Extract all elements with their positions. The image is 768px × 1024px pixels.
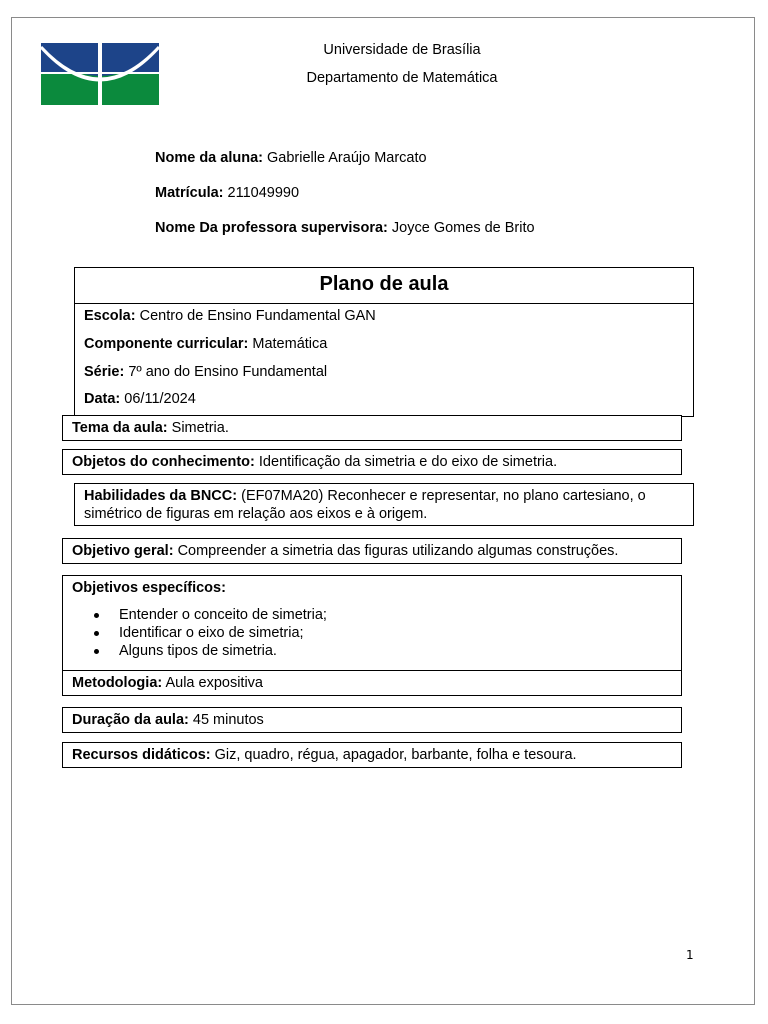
bullet-icon (94, 613, 99, 618)
university-name: Universidade de Brasília (323, 42, 481, 58)
duration-label: Duração da aula: (72, 712, 189, 728)
date-value: 06/11/2024 (124, 391, 196, 407)
component-line (84, 336, 327, 352)
duration-box (62, 707, 682, 733)
resources-label: Recursos didáticos: (72, 747, 211, 763)
duration-value: 45 minutos (192, 712, 264, 728)
general-goal-label: Objetivo geral: (72, 543, 174, 559)
specific-goals-list (63, 606, 327, 660)
methodology-value: Aula expositiva (165, 675, 263, 691)
unb-logo (41, 43, 159, 105)
component-value: Matemática (252, 336, 328, 352)
general-goal-value: Compreender a simetria das figuras utilizando algumas construções. (177, 543, 619, 559)
objects-value: Identificação da simetria e do eixo de simetria. (258, 454, 558, 470)
skills-label: Habilidades da BNCC: (84, 488, 238, 504)
school-value: Centro de Ensino Fundamental GAN (139, 308, 376, 324)
list-item: Entender o conceito de simetria; (63, 606, 327, 624)
list-item: Alguns tipos de simetria. (63, 642, 327, 660)
school-info-box (74, 303, 694, 417)
grade-label: Série: (84, 364, 125, 380)
objects-box (62, 449, 682, 475)
methodology-label: Metodologia: (72, 675, 163, 691)
date-label: Data: (84, 391, 121, 407)
supervisor-line (155, 220, 535, 236)
list-item: Identificar o eixo de simetria; (63, 624, 327, 642)
grade-line (84, 364, 327, 380)
supervisor-label: Nome Da professora supervisora: (155, 220, 388, 236)
date-line (84, 391, 196, 407)
specific-goals-label: Objetivos específicos: (72, 580, 226, 596)
bullet-icon (94, 631, 99, 636)
department-name: Departamento de Matemática (306, 70, 498, 86)
student-id-line (155, 185, 299, 201)
plan-title-box (74, 267, 694, 304)
component-label: Componente curricular: (84, 336, 249, 352)
resources-value: Giz, quadro, régua, apagador, barbante, folha e tesoura. (214, 747, 577, 763)
grade-value: 7º ano do Ensino Fundamental (128, 364, 328, 380)
supervisor-value: Joyce Gomes de Brito (391, 220, 535, 236)
resources-box (62, 742, 682, 768)
general-goal-box (62, 538, 682, 564)
objects-label: Objetos do conhecimento: (72, 454, 255, 470)
plan-title: Plano de aula (319, 273, 449, 295)
school-label: Escola: (84, 308, 136, 324)
methodology-box (62, 670, 682, 696)
student-name-value: Gabrielle Araújo Marcato (267, 150, 427, 166)
skills-box (74, 483, 694, 526)
specific-goals-box (62, 575, 682, 671)
bullet-icon (94, 649, 99, 654)
student-id-value: 211049990 (227, 185, 300, 201)
school-line (84, 308, 376, 324)
theme-box (62, 415, 682, 441)
student-name-line (155, 150, 427, 166)
theme-value: Simetria. (171, 420, 229, 436)
student-name-label: Nome da aluna: (155, 150, 263, 166)
page-number: 1 (686, 948, 694, 962)
theme-label: Tema da aula: (72, 420, 168, 436)
skills-value: (EF07MA20) Reconhecer e representar, no plano cartesiano, o simétrico de figuras em relação aos eixos e à origem. (84, 488, 646, 522)
student-id-label: Matrícula: (155, 185, 224, 201)
